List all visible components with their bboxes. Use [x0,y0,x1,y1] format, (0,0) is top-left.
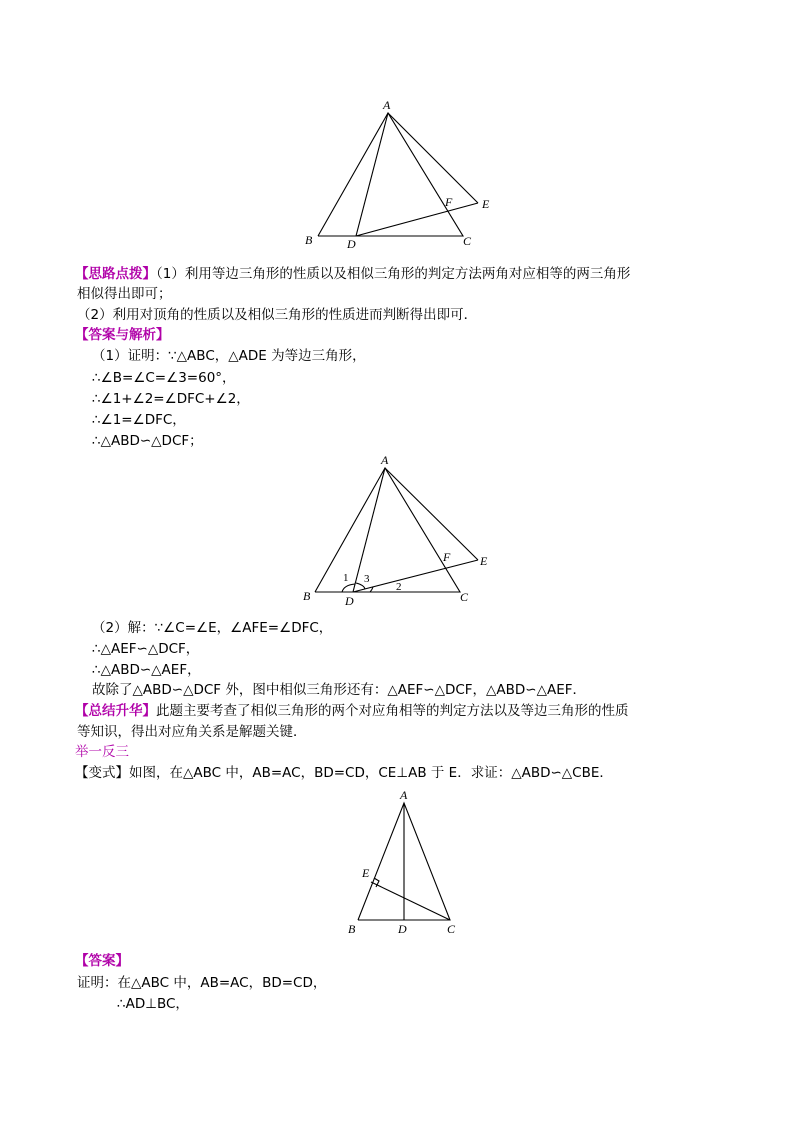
proof-line-3: ∴∠1+∠2=∠DFC+∠2， [92,391,250,407]
angle-mark-3: 3 [364,573,370,585]
segment-ae [385,468,478,560]
label-b: B [303,589,311,603]
segment-de [353,560,478,592]
label-f: F [445,195,453,209]
summary-line-2: 等知识，得出对应角关系是解题关键． [77,724,307,740]
proof-line-2: ∴∠B=∠C=∠3=60°， [92,370,236,386]
triangle-abc [318,113,463,236]
figure-1-triangle-diagram [300,95,500,255]
hint-text-1: （1）利用等边三角形的性质以及相似三角形的判定方法两角对应相等的两三角形 [156,266,631,282]
triangle-abc [315,468,460,592]
label-d: D [345,594,354,608]
label-d: D [398,922,407,936]
label-c: C [460,590,469,604]
label-c: C [447,922,456,936]
label-d: D [347,237,356,251]
label-b: B [348,922,356,936]
summary-text-1: 此题主要考查了相似三角形的两个对应角相等的判定方法以及等边三角形的性质 [156,703,629,719]
part2-line-4: 故除了△ABD∽△DCF 外，图中相似三角形还有：△AEF∽△DCF，△ABD∽△AEF． [92,682,587,698]
summary-line-1 [75,701,629,721]
proof-line-5: ∴△ABD∽△DCF； [92,433,203,449]
final-answer-tag: 【答案】 [75,953,129,969]
label-e: E [362,866,370,880]
answer-section-tag: 【答案与解析】 [75,327,170,343]
figure-2-triangle-diagram [300,452,500,612]
proof-line-4: ∴∠1=∠DFC， [92,412,186,428]
hint-line-2: 相似得出即可； [77,286,172,302]
variant-line [75,763,613,783]
figure-3-isosceles-diagram [340,788,470,938]
part2-line-1: （2）解：∵∠C=∠E，∠AFE=∠DFC， [92,620,333,636]
variant-heading: 举一反三 [75,744,129,760]
segment-ce [371,882,450,920]
label-a: A [400,788,408,802]
final-answer-line-2: ∴AD⊥BC， [117,996,189,1012]
proof-line-1: （1）证明：∵△ABC，△ADE 为等边三角形， [92,348,366,364]
label-c: C [463,234,472,248]
segment-ad [356,113,388,236]
label-e: E [480,554,488,568]
final-answer-line-1: 证明：在△ABC 中，AB=AC，BD=CD， [77,975,327,991]
hint-line-3: （2）利用对顶角的性质以及相似三角形的性质进而判断得出即可． [77,307,478,323]
label-a: A [383,98,391,112]
variant-text: 如图，在△ABC 中，AB=AC，BD=CD，CE⊥AB 于 E．求证：△ABD∽△CBE． [129,765,613,781]
label-a: A [381,453,389,467]
angle-mark-1: 1 [343,572,349,584]
part2-line-3: ∴△ABD∽△AEF， [92,662,201,678]
angle-mark-2: 2 [396,581,402,593]
label-e: E [482,197,490,211]
part2-line-2: ∴△AEF∽△DCF， [92,641,200,657]
hint-line-1 [75,264,630,284]
segment-ae [388,113,478,203]
label-f: F [443,550,451,564]
hint-tag: 【思路点拨】 [75,266,156,282]
summary-tag: 【总结升华】 [75,703,156,719]
variant-tag: 【变式】 [75,765,129,781]
label-b: B [305,233,313,247]
